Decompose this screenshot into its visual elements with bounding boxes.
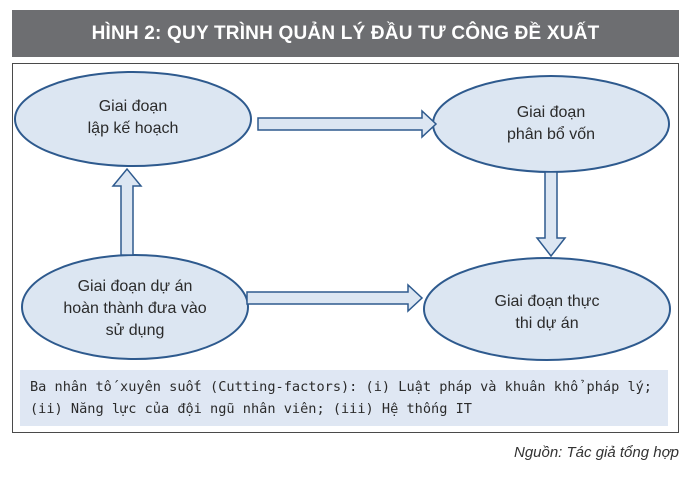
arrow-completion-to-planning bbox=[113, 169, 141, 255]
node-completion-label: Giai đoạn dự án hoàn thành đưa vào sử dụng bbox=[63, 278, 207, 339]
node-allocation-label: Giai đoạn phân bổ vốn bbox=[506, 104, 596, 143]
cross-cutting-factors-note bbox=[20, 370, 668, 426]
note-line-1: Ba nhân tố xuyên suốt (Cutting-factors): (i) Luật pháp và khuân khổ pháp lý; bbox=[30, 379, 652, 395]
source-caption: Nguồn: Tác giả tổng hợp bbox=[513, 444, 679, 461]
arrow-planning-to-allocation bbox=[258, 111, 436, 137]
node-implementation-label: Giai đoạn thực thi dự án bbox=[494, 293, 600, 332]
arrow-completion-to-implementation bbox=[247, 285, 422, 311]
figure-title: HÌNH 2: QUY TRÌNH QUẢN LÝ ĐẦU TƯ CÔNG ĐỀ XUẤT bbox=[12, 10, 679, 57]
node-planning-label: Giai đoạn lập kế hoạch bbox=[87, 98, 179, 137]
note-line-2: (ii) Năng lực của đội ngũ nhân viên; (iii) Hệ thống IT bbox=[30, 401, 472, 417]
arrow-allocation-to-implementation bbox=[537, 172, 565, 256]
